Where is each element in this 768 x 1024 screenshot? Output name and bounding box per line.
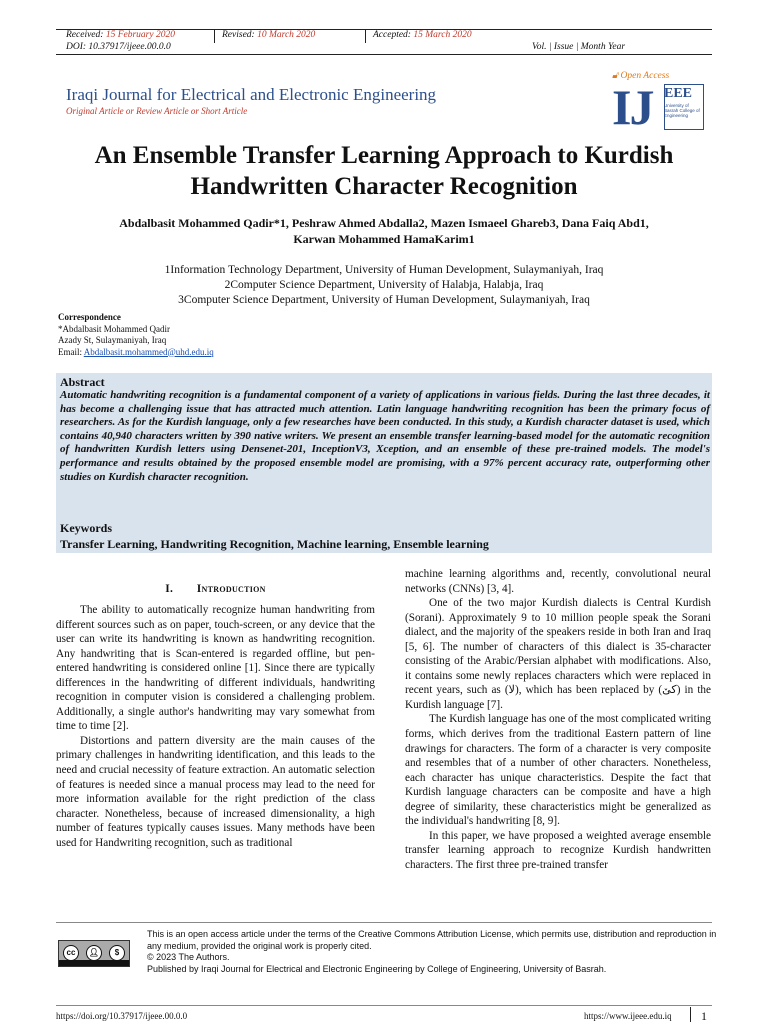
abstract-text: Automatic handwriting recognition is a fundamental component of a variety of applications in various fields. During the last three decades, it has become a challenging issue that has attracted much attention. Latin language handwriting recognition has been the primary focus of researchers. As for the Kurdish language, only a few researches have been conducted. In this study, a Kurdish character dataset is used, which contains 40,940 characters written by 390 native writers. We present an ensemble transfer learning-based model for the automatic recognition of handwritten Kurdish letters using Densenet-201, InceptionV3, Xception, and an ensemble of these pre-trained models. The model's performance and results obtained by the proposed ensemble model are promising, with a 97% percent accuracy rate, outperforming other studies on Kurdish character recognition.	[60, 389, 710, 483]
paragraph: In this paper, we have proposed a weighted average ensemble transfer learning approach to recognize Kurdish handwritten characters. The first three pre-trained transfer	[405, 829, 711, 871]
correspondence: Correspondence *Abdalbasit Mohammed Qadir Azady St, Sulaymaniyah, Iraq Email: Abdalbasit.mohammed@uhd.edu.iq	[58, 312, 214, 357]
journal-logo: IJ EEE University of Basrah College of Engineering	[612, 84, 704, 134]
affiliation-3: 3Computer Science Department, University of Human Development, Sulaymaniyah, Iraq	[178, 294, 590, 306]
page-number: 1	[701, 1009, 707, 1023]
open-access-icon: 🔓︎	[612, 71, 619, 81]
received-date: 15 February 2020	[105, 30, 175, 40]
nc-icon: $	[109, 945, 125, 961]
open-access-badge: 🔓︎ Open Access	[612, 71, 670, 81]
author-list: Abdalbasit Mohammed Qadir*1, Peshraw Ahmed Abdalla2, Mazen Ismaeel Ghareb3, Dana Faiq Abd1, Karwan Mohammed HamaKarim1	[119, 216, 649, 246]
keywords-heading: Keywords	[60, 521, 112, 535]
email-link[interactable]: Abdalbasit.mohammed@uhd.edu.iq	[83, 346, 214, 357]
revised-label: Revised:	[222, 30, 255, 40]
paragraph: One of the two major Kurdish dialects is Central Kurdish (Sorani). Approximately 9 to 10 million people speak the Sorani dialect, and the majority of the speakers reside in both Iran and Iraq [5, 6]. The number of characters of this dialect is 35-character consisting of the Arabic/Persian alphabet with modifications. Also, it contains some newly replaces characters which were replaced in recent years, such as (لا), which has been replaced by (کێ) in the Kurdish language [7].	[405, 597, 711, 711]
accepted-date: 15 March 2020	[413, 30, 472, 40]
paragraph: The Kurdish language has one of the most complicated writing forms, which derives from the traditional Eastern pattern of line drawings for characters. The form of a character is very composite and resembles that of a number of other characters. Nonetheless, each character has unique characteristics. Despite the fact that Kurdish language characters can be composite and have a high degree of similarity, these characteristics might be generalized as the individual's handwriting [8, 9].	[405, 713, 711, 828]
cc-license-badge[interactable]	[58, 940, 130, 967]
affiliations	[70, 263, 698, 308]
keywords-list: Transfer Learning, Handwriting Recognition, Machine learning, Ensemble learning	[60, 537, 489, 551]
paper-title: An Ensemble Transfer Learning Approach to Kurdish Handwritten Character Recognition	[94, 142, 674, 200]
abstract-heading: Abstract	[60, 375, 105, 389]
revised-date: 10 March 2020	[257, 30, 316, 40]
cc-icon: cc	[63, 945, 79, 961]
article-type: Original Article or Review Article or Short Article	[66, 106, 248, 116]
body-column-left	[56, 603, 375, 850]
doi-link[interactable]: https://doi.org/10.37917/ijeee.00.0.0	[56, 1011, 188, 1021]
license-text: This is an open access article under the terms of the Creative Commons Attribution License, which permits use, distribution and reproduction in any medium, provided the original work is properly cited. © 2023 The Authors. Published by Iraqi Journal for Electrical and Electronic Engineering by College of Engineering, University of Basrah.	[147, 929, 717, 974]
body-column-right	[405, 567, 711, 872]
paragraph: machine learning algorithms and, recently, convolutional neural networks (CNNs) [3, 4].	[405, 568, 711, 595]
journal-name: Iraqi Journal for Electrical and Electronic Engineering	[66, 85, 437, 104]
paragraph: The ability to automatically recognize human handwriting from different sources such as on paper, touch-screen, or any device that the user can write its handwriting is known as handwriting recognition. Any handwriting that is Scan-entered is regarded offline, but pen-entered handwriting is considered online [1]. Since there are typically differences in the handwriting of different individuals, handwriting recognition in computer vision is considered a challenging problem. Additionally, a single author's handwriting may vary somewhat from time to time [2].	[56, 604, 375, 733]
journal-website-link[interactable]: https://www.ijeee.edu.iq	[584, 1011, 672, 1021]
accepted-line	[373, 30, 472, 40]
paragraph: Distortions and pattern diversity are the main causes of the primary challenges in handwriting identification, and this leads to the need and crucial necessity of feature extraction. An automatic selection of features is needed since a manual process may lead to the need for more information available for the right prediction of the class character. Nonetheless, because of increased dimensionality, a high number of features typically causes issues. Many methods have been used for Handwriting recognition, such as traditional	[56, 734, 375, 849]
received-line	[66, 30, 175, 40]
affiliation-2: 2Computer Science Department, University of Halabja, Halabja, Iraq	[224, 279, 544, 291]
doi-header: DOI: 10.37917/ijeee.00.0.0	[66, 42, 171, 52]
revised-line	[222, 30, 315, 40]
by-icon: 👤︎	[86, 945, 102, 961]
affiliation-1: 1Information Technology Department, University of Human Development, Sulaymaniyah, Iraq	[164, 264, 604, 276]
received-label: Received:	[66, 30, 104, 40]
accepted-label: Accepted:	[373, 30, 411, 40]
section-heading-introduction: I. Introduction	[165, 583, 266, 595]
volume-issue: Vol. | Issue | Month Year	[532, 42, 626, 52]
